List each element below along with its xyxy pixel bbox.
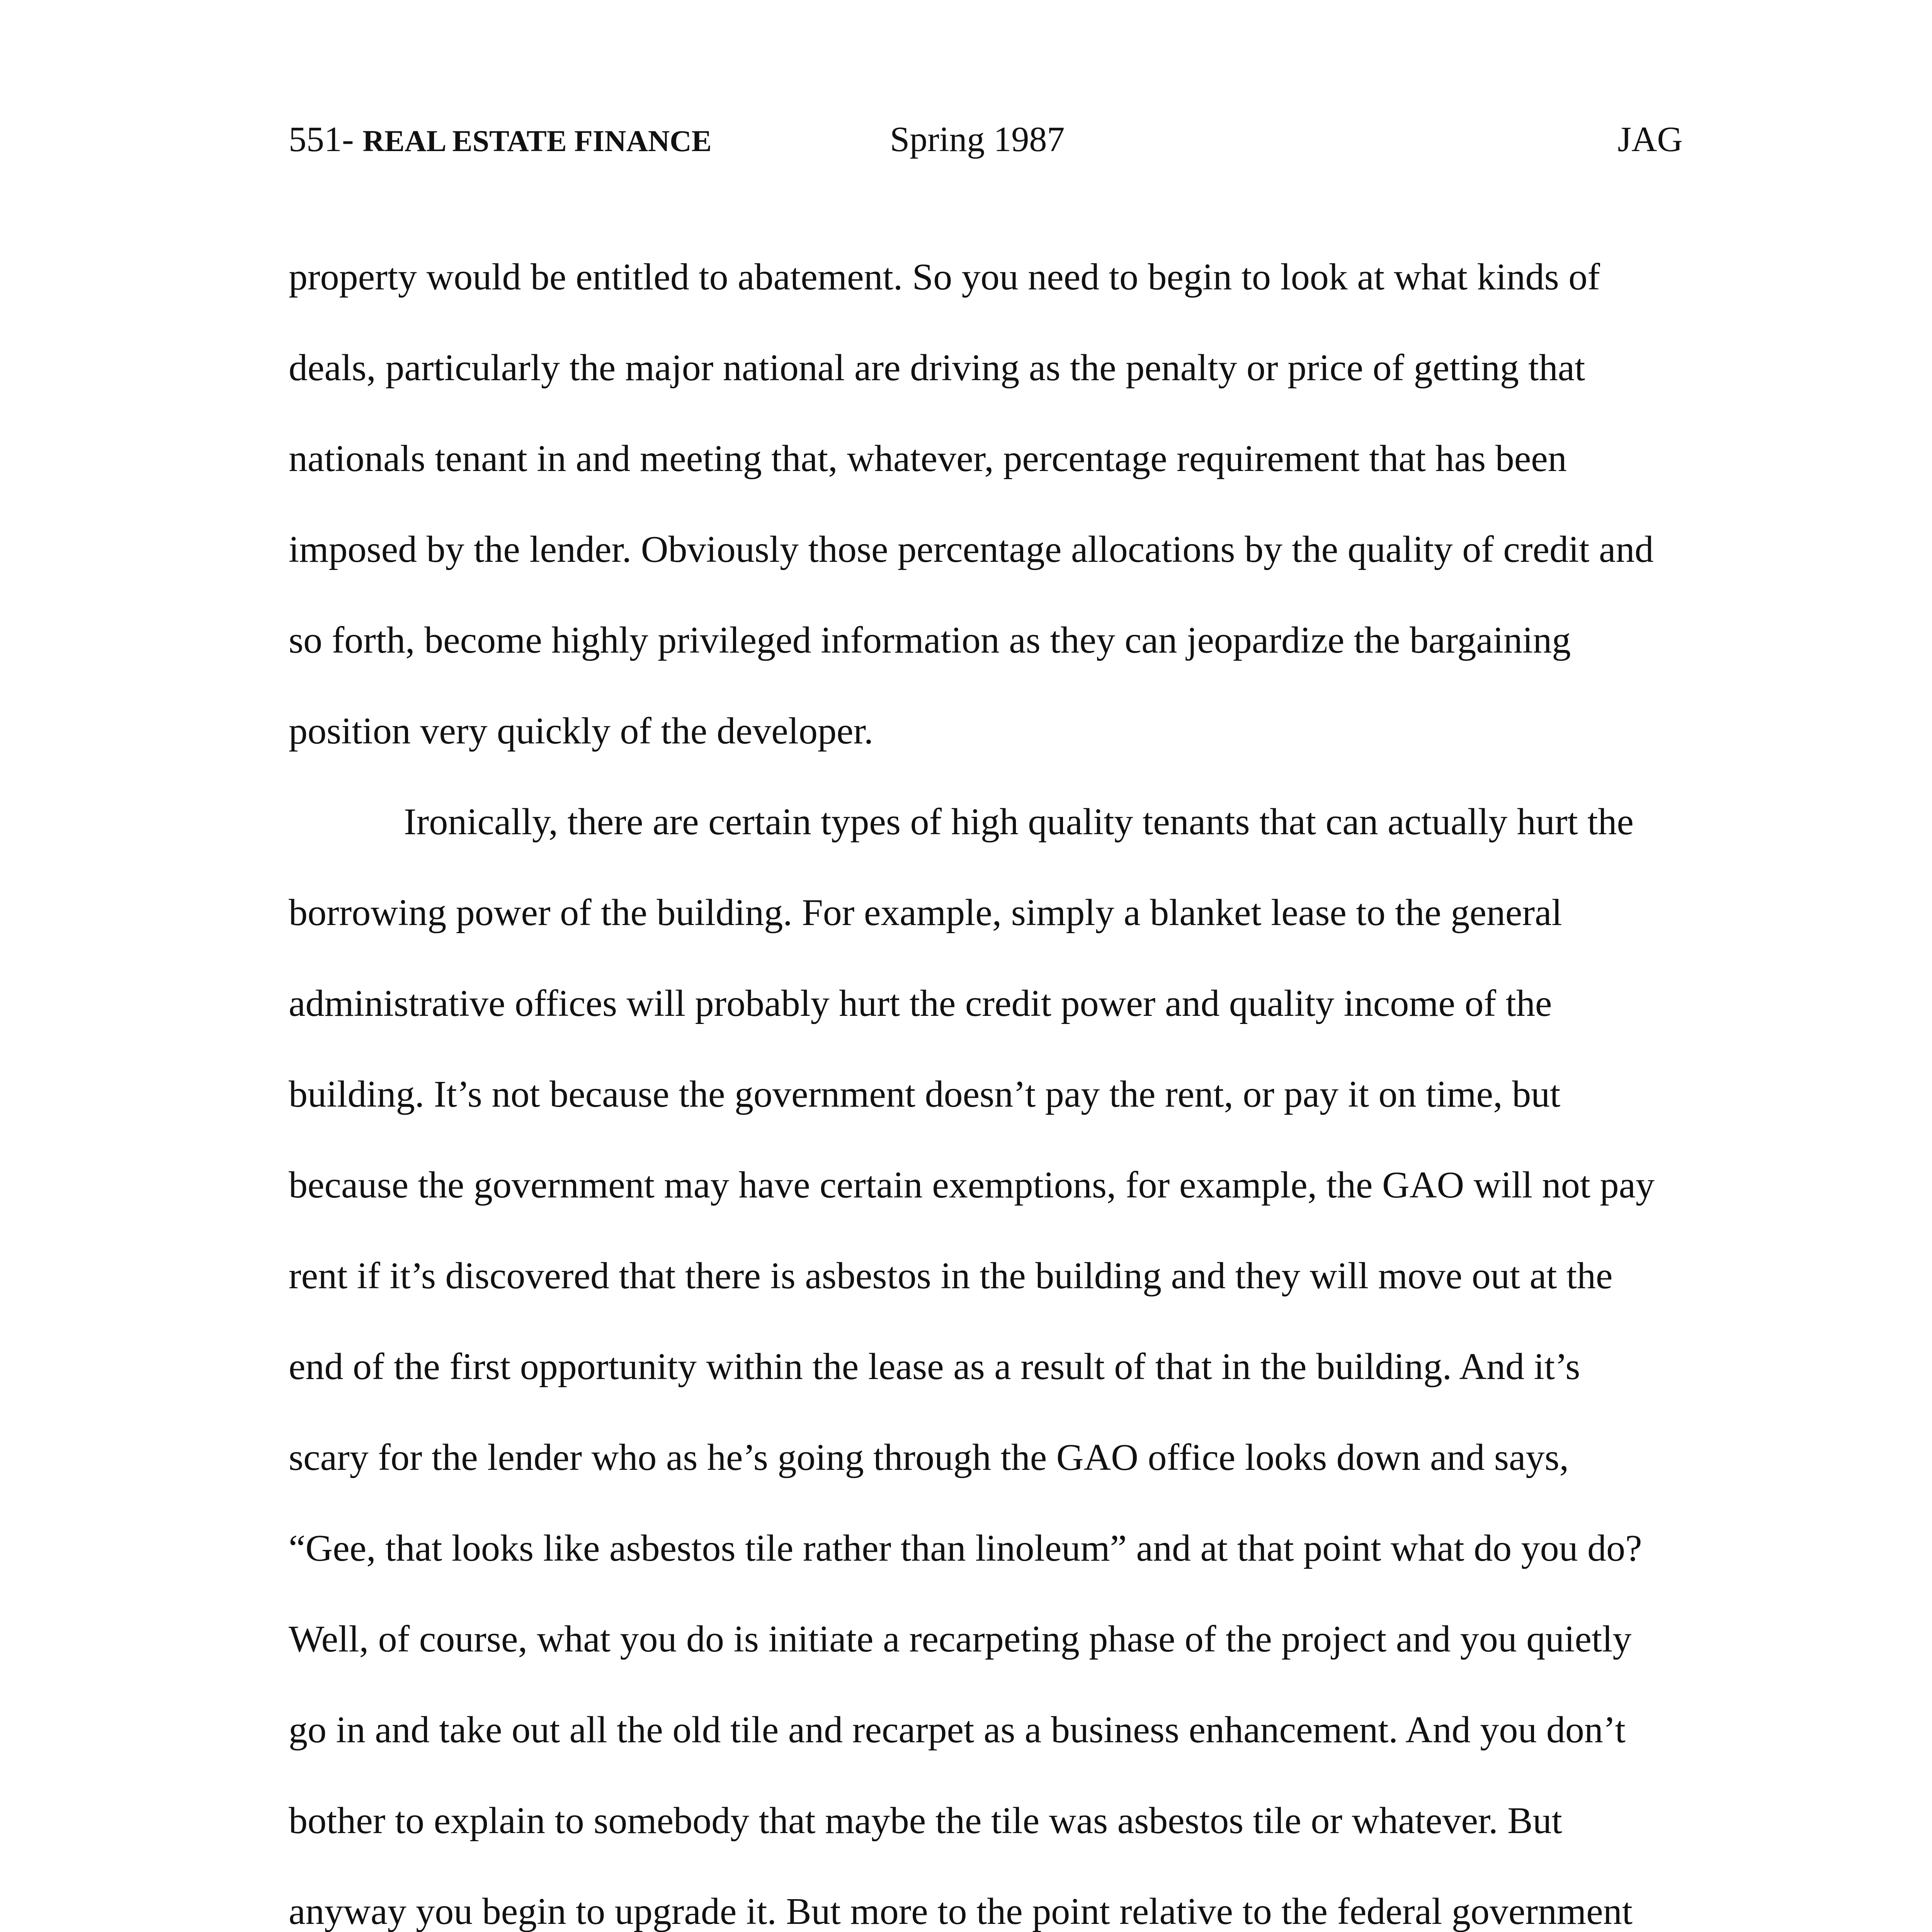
text-line: position very quickly of the developer. <box>289 710 874 752</box>
term: Spring 1987 <box>890 119 1065 159</box>
text-line: property would be entitled to abatement. So you need to begin to look at what kinds of <box>289 256 1600 298</box>
text-line: deals, particularly the major national are driving as the penalty or price of getting that <box>289 347 1585 389</box>
text-line: nationals tenant in and meeting that, whatever, percentage requirement that has been <box>289 438 1567 480</box>
text-line: “Gee, that looks like asbestos tile rather than linoleum” and at that point what do you do? <box>289 1527 1642 1569</box>
text-line: because the government may have certain exemptions, for example, the GAO will not pay <box>289 1164 1655 1206</box>
course-title: REAL ESTATE FINANCE <box>362 124 712 158</box>
text-line: bother to explain to somebody that maybe the tile was asbestos tile or whatever. But <box>289 1800 1562 1842</box>
text-line: building. It’s not because the government doesn’t pay the rent, or pay it on time, but <box>289 1073 1561 1115</box>
course-number: 551- <box>289 119 354 159</box>
paragraph-first-line: Ironically, there are certain types of high quality tenants that can actually hurt the <box>404 801 1634 843</box>
author-initials: JAG <box>1617 119 1683 159</box>
text-line: borrowing power of the building. For example, simply a blanket lease to the general <box>289 892 1562 934</box>
text-line: end of the first opportunity within the lease as a result of that in the building. And it’s <box>289 1346 1580 1388</box>
text-line: rent if it’s discovered that there is asbestos in the building and they will move out at the <box>289 1255 1613 1297</box>
text-line: go in and take out all the old tile and recarpet as a business enhancement. And you don’t <box>289 1709 1626 1751</box>
text-line: imposed by the lender. Obviously those percentage allocations by the quality of credit and <box>289 529 1654 570</box>
text-line: so forth, become highly privileged information as they can jeopardize the bargaining <box>289 619 1571 661</box>
text-line: scary for the lender who as he’s going through the GAO office looks down and says, <box>289 1437 1569 1478</box>
text-line: Well, of course, what you do is initiate a recarpeting phase of the project and you quietly <box>289 1618 1632 1660</box>
text-line: anyway you begin to upgrade it. But more to the point relative to the federal government <box>289 1891 1633 1932</box>
transcript-body <box>289 232 1683 1932</box>
course-heading <box>289 112 712 168</box>
page-header <box>289 112 1683 166</box>
text-line: administrative offices will probably hurt the credit power and quality income of the <box>289 983 1552 1024</box>
